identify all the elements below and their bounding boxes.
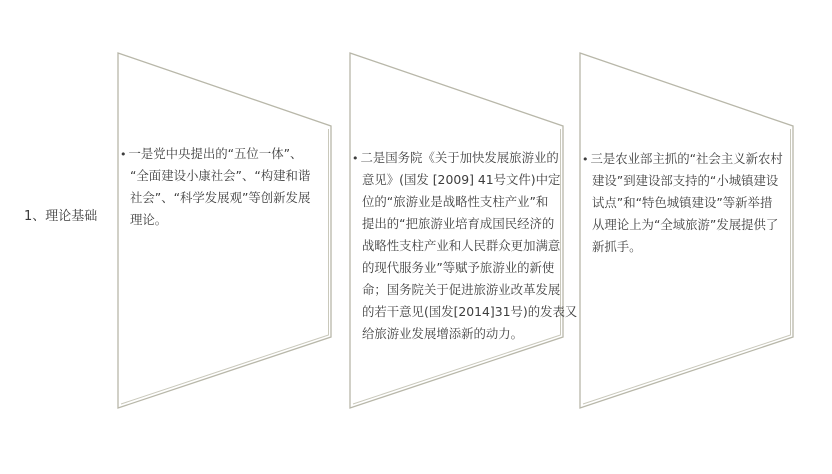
panel-outline: [117, 52, 333, 410]
text-line: 位的“旅游业是战略性支柱产业”和: [362, 194, 549, 209]
panel-theory-1: [117, 52, 333, 410]
line-text: 三是农业部主抓的“社会主义新农村: [590, 151, 783, 166]
text-line: 意见》(国发 [2009] 41号文件)中定: [362, 172, 561, 187]
text-line: 命；国务院关于促进旅游业改革发展: [362, 282, 561, 297]
text-line: [120, 143, 329, 165]
panel-theory-3: [579, 52, 795, 410]
line-text: 二是国务院《关于加快发展旅游业的: [360, 150, 559, 165]
bullet-marker: •: [120, 148, 127, 161]
panel-theory-2: [349, 52, 578, 410]
text-line: 的若干意见(国发[2014]31号)的发表又: [362, 304, 578, 319]
text-line: [582, 148, 791, 170]
text-line: 从理论上为“全域旅游”发展提供了: [592, 217, 779, 232]
text-line: 试点”和“特色城镇建设”等新举措: [592, 195, 773, 210]
text-line: 新抓手。: [592, 239, 642, 254]
panel-text-block: [352, 147, 578, 345]
panel-text-block: [120, 143, 329, 231]
text-line: 提出的“把旅游业培育成国民经济的: [362, 216, 555, 231]
section-label: 1、理论基础: [24, 209, 98, 224]
panel-text-block: [582, 148, 791, 258]
line-text: 一是党中央提出的“五位一体”、: [128, 146, 303, 161]
bullet-marker: •: [352, 152, 359, 165]
text-line: 理论。: [130, 212, 168, 227]
text-line: [352, 147, 561, 169]
text-line: 战略性支柱产业和人民群众更加满意: [362, 238, 561, 253]
text-line: 给旅游业发展增添新的动力。: [362, 326, 524, 341]
text-line: 建设”到建设部支持的“小城镇建设: [592, 173, 779, 188]
text-line: 社会”、“科学发展观”等创新发展: [130, 190, 311, 205]
text-line: “全面建设小康社会”、“构建和谐: [130, 168, 311, 183]
text-line: 的现代服务业”等赋予旅游业的新使: [362, 260, 555, 275]
bullet-marker: •: [582, 153, 589, 166]
